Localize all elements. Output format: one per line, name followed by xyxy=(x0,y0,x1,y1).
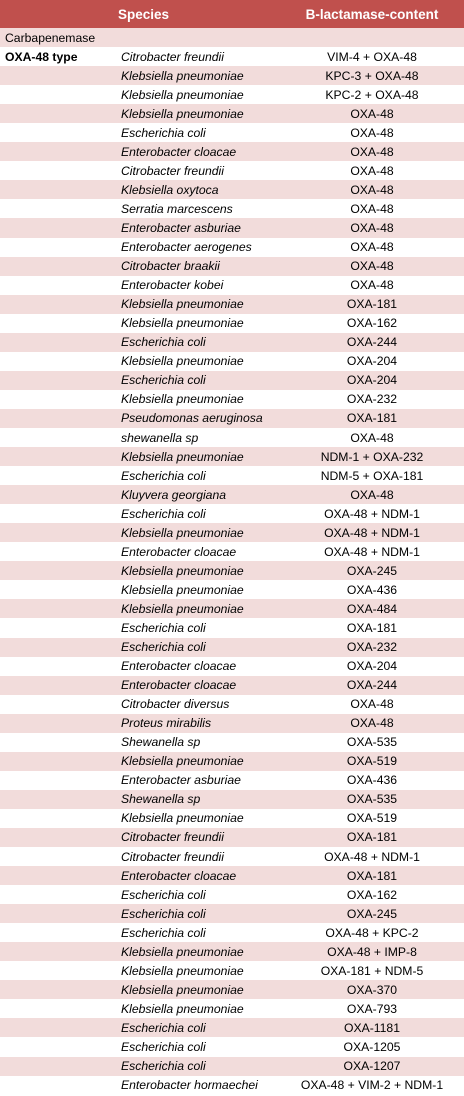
species-cell: Escherichia coli xyxy=(121,906,206,921)
species-cell: shewanella sp xyxy=(121,430,199,445)
content-cell: OXA-48 + NDM-1 xyxy=(324,849,420,864)
table-row xyxy=(0,580,464,599)
table-row xyxy=(0,180,464,199)
species-cell: Escherichia coli xyxy=(121,125,206,140)
species-cell: Klebsiella pneumoniae xyxy=(121,982,244,997)
content-cell: OXA-48 + VIM-2 + NDM-1 xyxy=(300,1078,444,1093)
table-row xyxy=(0,257,464,276)
species-cell: Shewanella sp xyxy=(121,735,201,750)
table-row xyxy=(0,752,464,771)
table-header xyxy=(0,0,464,28)
table-row xyxy=(0,999,464,1018)
content-cell: NDM-1 + OXA-232 xyxy=(320,449,424,464)
table-row xyxy=(0,618,464,637)
table-row xyxy=(0,238,464,257)
table-row xyxy=(0,561,464,580)
table-row xyxy=(0,523,464,542)
table-row xyxy=(0,1018,464,1037)
content-cell: OXA-48 xyxy=(350,240,394,255)
table-row xyxy=(0,809,464,828)
species-cell: Klebsiella pneumoniae xyxy=(121,601,244,616)
species-cell: Klebsiella pneumoniae xyxy=(121,354,244,369)
content-cell: OXA-204 xyxy=(346,354,398,369)
species-cell: Klebsiella pneumoniae xyxy=(121,811,244,826)
species-cell: Klebsiella pneumoniae xyxy=(121,392,244,407)
content-cell: OXA-370 xyxy=(346,982,398,997)
table-row xyxy=(0,409,464,428)
content-cell: OXA-1181 xyxy=(343,1020,400,1035)
content-cell: OXA-181 + NDM-5 xyxy=(320,963,424,978)
table-row xyxy=(0,923,464,942)
species-cell: Serratia marcescens xyxy=(121,201,233,216)
content-cell: OXA-162 xyxy=(346,316,398,331)
content-cell: OXA-245 xyxy=(346,906,398,921)
table-row xyxy=(0,942,464,961)
content-cell: OXA-48 xyxy=(350,278,394,293)
table-row xyxy=(0,847,464,866)
content-cell: VIM-4 + OXA-48 xyxy=(327,49,417,64)
content-cell: OXA-1205 xyxy=(343,1040,401,1054)
table-row xyxy=(0,980,464,999)
species-cell: Klebsiella pneumoniae xyxy=(121,963,244,978)
table-row xyxy=(0,485,464,504)
table-row xyxy=(0,657,464,676)
species-cell: Escherichia coli xyxy=(121,887,206,902)
table-row xyxy=(0,771,464,790)
table-row xyxy=(0,714,464,733)
species-cell: Escherichia coli xyxy=(121,373,206,388)
species-cell: Enterobacter aerogenes xyxy=(121,240,252,255)
content-cell: OXA-181 xyxy=(346,411,398,426)
table-row xyxy=(0,314,464,333)
content-cell: KPC-2 + OXA-48 xyxy=(325,87,419,102)
content-cell: OXA-48 xyxy=(350,430,394,445)
species-cell: Citrobacter freundii xyxy=(121,849,224,864)
species-cell: Klebsiella oxytoca xyxy=(121,182,219,197)
content-cell: OXA-535 xyxy=(346,792,398,807)
species-cell: Klebsiella pneumoniae xyxy=(121,68,244,83)
table-row xyxy=(0,695,464,714)
content-cell: OXA-48 xyxy=(350,182,394,197)
species-cell: Escherichia coli xyxy=(121,1040,206,1054)
table-row xyxy=(0,142,464,161)
species-cell: Enterobacter cloacae xyxy=(121,678,237,693)
content-cell: OXA-1207 xyxy=(343,1059,401,1074)
content-cell: OXA-48 xyxy=(350,487,394,502)
content-cell: OXA-519 xyxy=(346,754,398,769)
species-cell: Klebsiella pneumoniae xyxy=(121,449,244,464)
species-cell: Proteus mirabilis xyxy=(121,716,212,731)
content-cell: OXA-48 xyxy=(350,716,394,731)
species-cell: Enterobacter asburiae xyxy=(121,773,241,788)
content-cell: OXA-232 xyxy=(346,640,398,655)
species-cell: Escherichia coli xyxy=(121,1059,206,1074)
table-row xyxy=(0,371,464,390)
table-row xyxy=(0,733,464,752)
table-row xyxy=(0,447,464,466)
content-cell: OXA-48 xyxy=(350,259,394,274)
species-cell: Klebsiella pneumoniae xyxy=(121,106,244,121)
content-cell: NDM-5 + OXA-181 xyxy=(320,468,424,483)
species-cell: Enterobacter cloacae xyxy=(121,868,237,883)
content-cell: OXA-793 xyxy=(346,1001,398,1016)
species-cell: Shewanella sp xyxy=(121,792,201,807)
content-cell: OXA-48 + IMP-8 xyxy=(327,944,417,959)
species-cell: Pseudomonas aeruginosa xyxy=(121,411,263,426)
table-row xyxy=(0,599,464,618)
species-cell: Citrobacter diversus xyxy=(121,697,230,712)
species-cell: Enterobacter cloacae xyxy=(121,659,237,674)
content-cell: OXA-48 xyxy=(350,220,394,235)
table-row xyxy=(0,295,464,314)
content-cell: OXA-48 xyxy=(350,697,394,712)
table-row xyxy=(0,161,464,180)
species-cell: Klebsiella pneumoniae xyxy=(121,297,244,312)
content-cell: OXA-436 xyxy=(346,773,398,788)
content-cell: OXA-48 xyxy=(350,144,394,159)
table-row xyxy=(0,790,464,809)
species-cell: Citrobacter freundii xyxy=(121,163,224,178)
content-cell: OXA-48 + NDM-1 xyxy=(324,525,420,540)
species-cell: Enterobacter asburiae xyxy=(121,220,241,235)
content-cell: OXA-484 xyxy=(346,601,398,616)
species-cell: Escherichia coli xyxy=(121,506,206,521)
content-cell: OXA-48 + KPC-2 xyxy=(325,925,419,940)
table-row xyxy=(0,352,464,371)
header-species: Species xyxy=(118,6,170,22)
table-row xyxy=(0,123,464,142)
species-cell: Citrobacter braakii xyxy=(121,259,220,274)
table-row xyxy=(0,885,464,904)
species-cell: Escherichia coli xyxy=(121,468,206,483)
species-cell: Enterobacter cloacae xyxy=(121,544,237,559)
content-cell: OXA-519 xyxy=(346,811,398,826)
table-row xyxy=(0,904,464,923)
table-row xyxy=(0,504,464,523)
content-cell: OXA-48 + NDM-1 xyxy=(324,506,420,521)
table-row xyxy=(0,466,464,485)
table-row xyxy=(0,1076,464,1095)
table-row xyxy=(0,276,464,295)
content-cell: OXA-244 xyxy=(346,678,398,693)
table-row xyxy=(0,390,464,409)
table-row xyxy=(0,333,464,352)
group-row xyxy=(0,28,464,47)
table-row xyxy=(0,542,464,561)
species-cell: Klebsiella pneumoniae xyxy=(121,582,244,597)
content-cell: KPC-3 + OXA-48 xyxy=(325,68,419,83)
content-cell: OXA-232 xyxy=(346,392,398,407)
content-cell: OXA-436 xyxy=(346,582,398,597)
content-cell: OXA-244 xyxy=(346,335,398,350)
species-cell: Escherichia coli xyxy=(121,335,206,350)
species-cell: Escherichia coli xyxy=(121,640,206,655)
group-label: Carbapenemase xyxy=(5,30,96,45)
species-cell: Citrobacter freundii xyxy=(121,830,224,845)
table-row xyxy=(0,1057,464,1076)
species-cell: Escherichia coli xyxy=(121,1020,206,1035)
table-row xyxy=(0,428,464,447)
content-cell: OXA-48 xyxy=(350,125,394,140)
table-row xyxy=(0,66,464,85)
content-cell: OXA-204 xyxy=(346,373,398,388)
content-cell: OXA-535 xyxy=(346,735,398,750)
table-row xyxy=(0,1037,464,1056)
species-cell: Klebsiella pneumoniae xyxy=(121,525,244,540)
species-cell: Escherichia coli xyxy=(121,925,206,940)
table-row xyxy=(0,104,464,123)
table-body xyxy=(0,47,464,1095)
species-cell: Enterobacter cloacae xyxy=(121,144,237,159)
row-type-cell: OXA-48 type xyxy=(5,49,78,64)
content-cell: OXA-48 xyxy=(350,106,394,121)
content-cell: OXA-181 xyxy=(346,297,398,312)
content-cell: OXA-204 xyxy=(346,659,398,674)
table-row xyxy=(0,866,464,885)
species-cell: Klebsiella pneumoniae xyxy=(121,87,244,102)
table-row xyxy=(0,85,464,104)
table-row xyxy=(0,199,464,218)
content-cell: OXA-48 xyxy=(350,163,394,178)
species-cell: Klebsiella pneumoniae xyxy=(121,944,244,959)
table-row xyxy=(0,961,464,980)
content-cell: OXA-181 xyxy=(346,620,398,635)
table-row xyxy=(0,47,464,66)
species-cell: Enterobacter hormaechei xyxy=(121,1078,258,1093)
table-row xyxy=(0,676,464,695)
species-cell: Klebsiella pneumoniae xyxy=(121,754,244,769)
content-cell: OXA-181 xyxy=(346,868,398,883)
table-row xyxy=(0,828,464,847)
content-cell: OXA-181 xyxy=(346,830,398,845)
species-cell: Enterobacter kobei xyxy=(121,278,224,293)
content-cell: OXA-245 xyxy=(346,563,398,578)
species-cell: Klebsiella pneumoniae xyxy=(121,1001,244,1016)
species-cell: Kluyvera georgiana xyxy=(121,487,227,502)
content-cell: OXA-48 xyxy=(350,201,394,216)
table-row xyxy=(0,638,464,657)
species-cell: Escherichia coli xyxy=(121,620,206,635)
table-row xyxy=(0,218,464,237)
content-cell: OXA-48 + NDM-1 xyxy=(324,544,420,559)
species-cell: Citrobacter freundii xyxy=(121,49,224,64)
species-cell: Klebsiella pneumoniae xyxy=(121,316,244,331)
header-content: B-lactamase-content xyxy=(305,6,439,22)
content-cell: OXA-162 xyxy=(346,887,398,902)
species-cell: Klebsiella pneumoniae xyxy=(121,563,244,578)
